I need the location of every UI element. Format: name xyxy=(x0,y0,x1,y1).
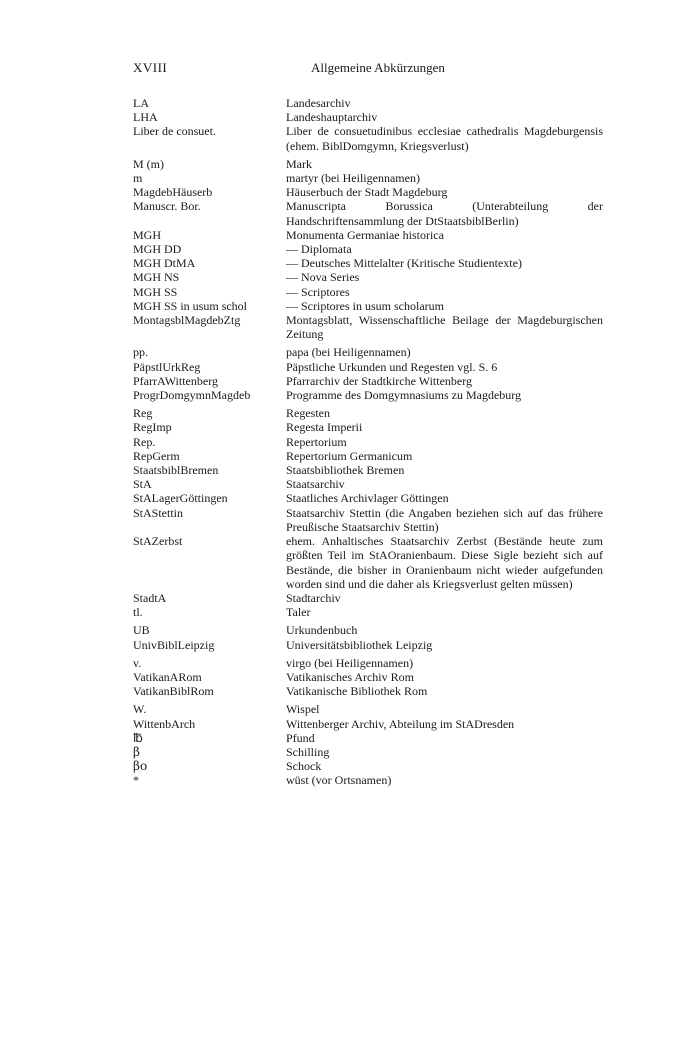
expansion: Häuserbuch der Stadt Magdeburg xyxy=(286,185,448,200)
expansion: — Scriptores xyxy=(286,284,350,299)
abbreviation: MontagsblMagdebZtg xyxy=(133,313,241,328)
expansion: Staatsarchiv Stettin (die Angaben beziehen sich auf das frühere Preußische Staatsarchiv Stettin) xyxy=(286,505,603,534)
abbreviation: MGH NS xyxy=(133,270,180,285)
abbreviation: PäpstlUrkReg xyxy=(133,359,201,374)
expansion: Stadtarchiv xyxy=(286,590,341,605)
expansion: — Diplomata xyxy=(286,242,352,257)
page-number: XVIII xyxy=(133,60,168,75)
list-item xyxy=(133,449,603,463)
abbreviation: StA xyxy=(133,477,152,492)
list-item xyxy=(133,171,603,185)
list-item xyxy=(133,745,603,759)
expansion: Montagsblatt, Wissenschaftliche Beilage der Magdeburgischen Zeitung xyxy=(286,313,603,342)
list-item xyxy=(133,684,603,698)
expansion: Liber de consuetudinibus ecclesiae cathedralis Magdeburgensis (ehem. BiblDomgymn, Kriegsverlust) xyxy=(286,124,603,153)
list-item xyxy=(133,110,603,124)
abbreviation: StAStettin xyxy=(133,505,184,520)
list-item xyxy=(133,759,603,773)
list-item xyxy=(133,388,603,402)
list-item xyxy=(133,157,603,171)
abbreviation: MGH DtMA xyxy=(133,256,196,271)
list-item xyxy=(133,242,603,256)
abbreviation: MGH SS in usum schol xyxy=(133,298,248,313)
abbreviation: WittenbArch xyxy=(133,716,196,731)
list-item xyxy=(133,717,603,731)
expansion: Manuscripta Borussica (Unterabteilung der Handschriftensammlung der DtStaatsbiblBerlin) xyxy=(286,199,603,228)
expansion: Universitätsbibliothek Leipzig xyxy=(286,637,433,652)
expansion: Wittenberger Archiv, Abteilung im StADresden xyxy=(286,716,515,731)
expansion: Schilling xyxy=(286,744,330,759)
abbreviation: RepGerm xyxy=(133,448,180,463)
abbreviation: StAZerbst xyxy=(133,534,183,549)
expansion: Urkundenbuch xyxy=(286,623,358,638)
list-item xyxy=(133,96,603,110)
expansion: Repertorium xyxy=(286,434,347,449)
abbreviation: Liber de consuet. xyxy=(133,124,216,139)
pound-symbol: ℔ xyxy=(133,730,143,745)
list-item xyxy=(133,256,603,270)
list-item xyxy=(133,285,603,299)
abbreviation: UnivBiblLeipzig xyxy=(133,637,215,652)
list-item xyxy=(133,477,603,491)
expansion: ehem. Anhaltisches Staatsarchiv Zerbst (Bestände heute zum größten Teil im StAOranienbaum. Diese Sigle bezieht sich auf Bestände, die bisher in Oranienbaum nicht wieder aufgefunden worden sind und die daher als Kriegsverlust gelten müssen) xyxy=(286,534,603,591)
expansion: Repertorium Germanicum xyxy=(286,448,413,463)
list-item xyxy=(133,702,603,716)
list-item xyxy=(133,270,603,284)
expansion: — Scriptores in usum scholarum xyxy=(286,298,444,313)
expansion: Landesarchiv xyxy=(286,96,351,110)
expansion: wüst (vor Ortsnamen) xyxy=(286,773,392,788)
expansion: Pfarrarchiv der Stadtkirche Wittenberg xyxy=(286,373,473,388)
expansion: Programme des Domgymnasiums zu Magdeburg xyxy=(286,388,522,403)
abbreviation: LHA xyxy=(133,110,158,125)
abbreviation: M (m) xyxy=(133,156,164,171)
expansion: Staatsarchiv xyxy=(286,477,345,492)
page-header xyxy=(133,60,603,78)
expansion: Vatikanisches Archiv Rom xyxy=(286,669,414,684)
abbreviation: LA xyxy=(133,96,149,110)
list-item xyxy=(133,506,603,534)
abbreviation: MGH xyxy=(133,227,162,242)
abbreviation: RegImp xyxy=(133,420,172,435)
list-item xyxy=(133,670,603,684)
shilling-symbol: β xyxy=(133,744,140,759)
asterisk-symbol: * xyxy=(133,773,139,788)
list-item xyxy=(133,185,603,199)
expansion: Staatsbibliothek Bremen xyxy=(286,463,405,478)
abbreviation: PfarrAWittenberg xyxy=(133,373,218,388)
list-item xyxy=(133,638,603,652)
list-item xyxy=(133,656,603,670)
expansion: Regesta Imperii xyxy=(286,420,363,435)
abbreviation: MGH DD xyxy=(133,242,182,257)
list-item xyxy=(133,773,603,787)
expansion: Päpstliche Urkunden und Regesten vgl. S. 6 xyxy=(286,359,498,374)
list-item xyxy=(133,463,603,477)
list-item xyxy=(133,435,603,449)
list-item xyxy=(133,420,603,434)
abbreviation: StadtA xyxy=(133,590,167,605)
expansion: Taler xyxy=(286,605,311,620)
abbreviation: MGH SS xyxy=(133,284,178,299)
list-item xyxy=(133,731,603,745)
list-item xyxy=(133,199,603,227)
abbreviation: m xyxy=(133,171,143,186)
expansion: Regesten xyxy=(286,406,330,421)
list-item xyxy=(133,299,603,313)
abbreviation: VatikanARom xyxy=(133,669,202,684)
abbreviation: UB xyxy=(133,623,150,638)
expansion: — Deutsches Mittelalter (Kritische Studientexte) xyxy=(286,256,522,271)
list-item xyxy=(133,228,603,242)
abbreviation: Manuscr. Bor. xyxy=(133,199,201,214)
list-item xyxy=(133,124,603,152)
abbreviation: MagdebHäuserb xyxy=(133,185,213,200)
expansion: Wispel xyxy=(286,702,320,717)
abbreviation: Rep. xyxy=(133,434,156,449)
abbreviation: tl. xyxy=(133,605,143,620)
abbreviation: v. xyxy=(133,655,142,670)
expansion: martyr (bei Heiligennamen) xyxy=(286,171,420,186)
expansion: Mark xyxy=(286,156,312,171)
abbreviation: StALagerGöttingen xyxy=(133,491,228,506)
expansion: Pfund xyxy=(286,730,315,745)
abbreviation: pp. xyxy=(133,345,148,360)
expansion: Landeshauptarchiv xyxy=(286,110,378,125)
expansion: — Nova Series xyxy=(286,270,360,285)
list-item xyxy=(133,623,603,637)
expansion: Monumenta Germaniae historica xyxy=(286,227,444,242)
expansion: papa (bei Heiligennamen) xyxy=(286,345,411,360)
list-item xyxy=(133,313,603,341)
abbreviation: W. xyxy=(133,702,147,717)
list-item xyxy=(133,345,603,359)
abbreviation: Reg xyxy=(133,406,153,421)
page-title: Allgemeine Abkürzungen xyxy=(311,60,445,75)
expansion: Vatikanische Bibliothek Rom xyxy=(286,684,428,699)
expansion: Schock xyxy=(286,759,322,774)
list-item xyxy=(133,374,603,388)
list-item xyxy=(133,605,603,619)
abbreviation: VatikanBiblRom xyxy=(133,684,214,699)
expansion: virgo (bei Heiligennamen) xyxy=(286,655,414,670)
abbreviation-list xyxy=(133,96,603,788)
abbreviation: StaatsbiblBremen xyxy=(133,463,219,478)
list-item xyxy=(133,360,603,374)
expansion: Staatliches Archivlager Göttingen xyxy=(286,491,449,506)
list-item xyxy=(133,491,603,505)
abbreviation: ProgrDomgymnMagdeb xyxy=(133,388,251,403)
list-item xyxy=(133,534,603,591)
list-item xyxy=(133,591,603,605)
schock-symbol: βo xyxy=(133,759,148,774)
list-item xyxy=(133,406,603,420)
